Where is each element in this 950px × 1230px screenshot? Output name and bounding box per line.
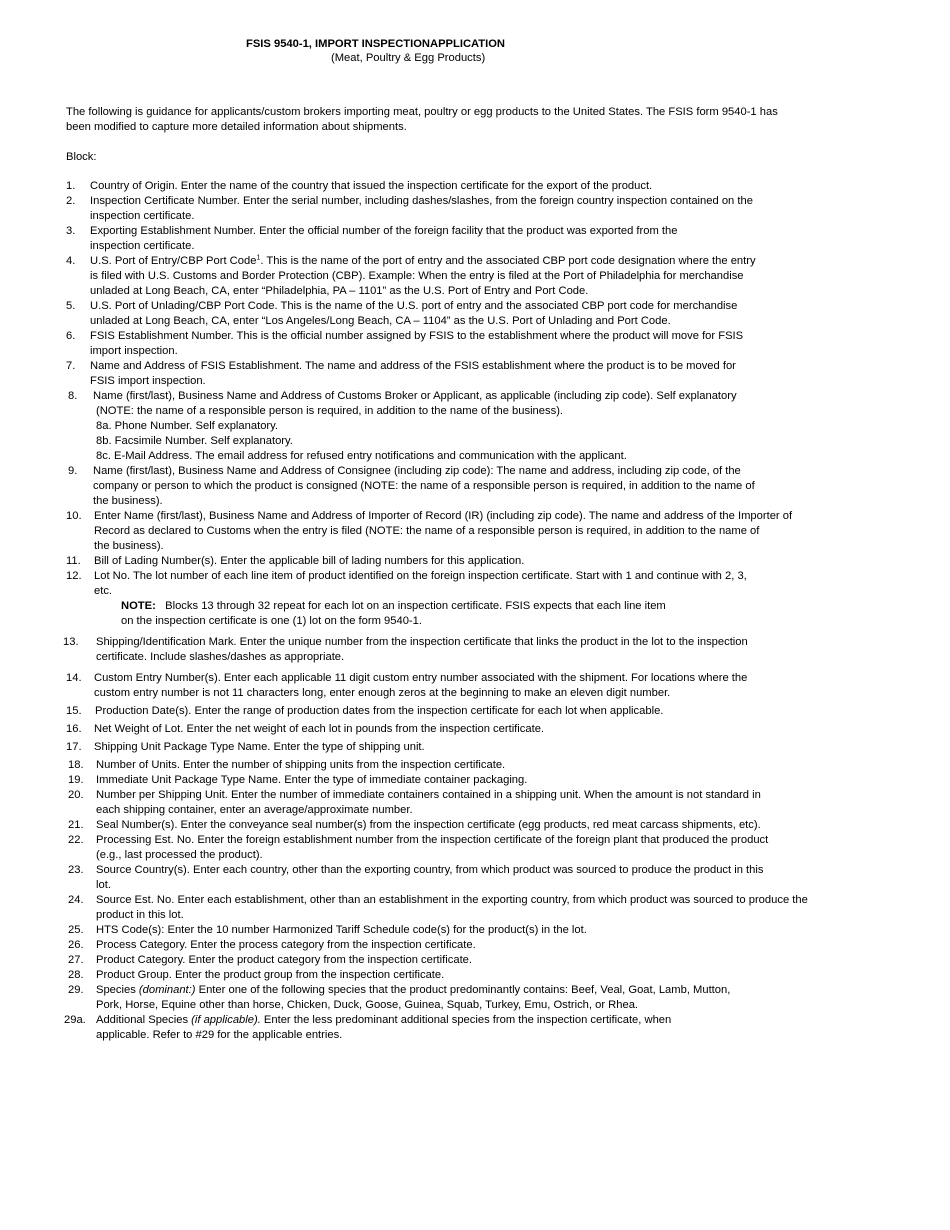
item-number: 13. — [63, 636, 79, 648]
item-text-line: Additional Species (if applicable). Enter the less predominant additional species from the inspection certificate, when — [96, 1014, 672, 1026]
item-text-line: Name (first/last), Business Name and Address of Customs Broker or Applicant, as applicable (including zip code). Self explanatory — [93, 390, 737, 402]
item-number: 4. — [66, 255, 76, 267]
intro-line: been modified to capture more detailed information about shipments. — [66, 121, 407, 133]
item-text-line: U.S. Port of Unlading/CBP Port Code. This is the name of the U.S. port of entry and the associated CBP port code for merchandise — [90, 300, 738, 312]
intro-paragraph — [66, 105, 886, 135]
item-number: 3. — [66, 225, 76, 237]
item-text-line: Enter Name (first/last), Business Name and Address of Importer of Record (IR) (including zip code). The name and address of the Importer of — [94, 510, 793, 522]
item-number: 6. — [66, 330, 76, 342]
item-text-line: Lot No. The lot number of each line item of product identified on the foreign inspection certificate. Start with 1 and continue with 2, 3, — [94, 570, 747, 582]
item-number: 8. — [68, 390, 78, 402]
item-text-line: (e.g., last processed the product). — [96, 849, 263, 861]
item-number: 28. — [68, 969, 84, 981]
note-block — [121, 599, 896, 629]
item-text-line: the business). — [93, 495, 163, 507]
item-text-line: custom entry number is not 11 characters long, enter enough zeros at the beginning to make an eleven digit number. — [94, 687, 671, 699]
item-text-line: unladed at Long Beach, CA, enter “Philadelphia, PA – 1101” as the U.S. Port of Entry and Port Code. — [90, 285, 589, 297]
item-text-line: Inspection Certificate Number. Enter the serial number, including dashes/slashes, from the foreign country inspection contained on the — [90, 195, 753, 207]
item-text-line: 8b. Facsimile Number. Self explanatory. — [96, 435, 293, 447]
list-item — [66, 923, 896, 938]
item-text-line: Exporting Establishment Number. Enter the official number of the foreign facility that the product was exported from the — [90, 225, 678, 237]
item-text-line: Shipping/Identification Mark. Enter the unique number from the inspection certificate that links the product in the lot to the inspection — [96, 636, 748, 648]
list-item — [66, 569, 896, 599]
list-item — [66, 863, 896, 893]
list-item — [66, 722, 896, 737]
list-item — [66, 194, 896, 224]
item-text-line: the business). — [94, 540, 164, 552]
list-item — [66, 224, 896, 254]
item-text-line: Species (dominant:) Enter one of the following species that the product predominantly contains: Beef, Veal, Goat, Lamb, Mutton, — [96, 984, 731, 996]
item-number: 10. — [66, 510, 82, 522]
item-number: 17. — [66, 741, 82, 753]
item-number: 20. — [68, 789, 84, 801]
item-text-line: Name and Address of FSIS Establishment. The name and address of the FSIS establishment where the product is to be moved for — [90, 360, 736, 372]
item-number: 19. — [68, 774, 84, 786]
footnote-mark: 1 — [256, 254, 261, 262]
item-text-line: company or person to which the product is consigned (NOTE: the name of a responsible person is required, in addition to the name of — [93, 480, 755, 492]
item-text-line: Source Est. No. Enter each establishment, other than an establishment in the exporting country, from which product was sourced to produce the — [96, 894, 808, 906]
item-number: 1. — [66, 180, 76, 192]
item-text-line: (NOTE: the name of a responsible person is required, in addition to the name of the business). — [96, 405, 564, 417]
note-line: on the inspection certificate is one (1) lot on the form 9540-1. — [121, 615, 422, 627]
list-item — [63, 635, 896, 665]
item-number: 26. — [68, 939, 84, 951]
list-item — [66, 740, 896, 755]
list-item — [66, 983, 896, 1013]
item-text-line: each shipping container, enter an average/approximate number. — [96, 804, 413, 816]
list-item — [66, 389, 896, 464]
block-label: Block: — [66, 151, 97, 163]
list-item — [66, 464, 896, 509]
item-text-line: Production Date(s). Enter the range of production dates from the inspection certificate for each lot when applicable. — [95, 705, 664, 717]
list-item — [66, 254, 896, 299]
item-text-line: FSIS Establishment Number. This is the official number assigned by FSIS to the establishment where the product will move for FSIS — [90, 330, 744, 342]
item-number: 21. — [68, 819, 84, 831]
item-text-line: Country of Origin. Enter the name of the country that issued the inspection certificate for the export of the product. — [90, 180, 653, 192]
item-text-line: Bill of Lading Number(s). Enter the applicable bill of lading numbers for this application. — [94, 555, 525, 567]
item-text-line: import inspection. — [90, 345, 178, 357]
block-list — [63, 179, 896, 1043]
item-text-line: U.S. Port of Entry/CBP Port Code$^1$. This is the name of the port of entry and the associated CBP port code designation where the entry — [90, 254, 756, 267]
item-text-line: certificate. Include slashes/dashes as appropriate. — [96, 651, 345, 663]
note-label: NOTE: — [121, 600, 156, 612]
list-item — [66, 893, 896, 923]
item-text-line: etc. — [94, 585, 113, 597]
note-line: Blocks 13 through 32 repeat for each lot on an inspection certificate. FSIS expects that each line item — [165, 600, 666, 612]
item-text-line: Name (first/last), Business Name and Address of Consignee (including zip code): The name and address, including zip code, of the — [93, 465, 741, 477]
item-number: 11. — [66, 555, 81, 567]
list-item — [66, 773, 896, 788]
item-text-line: 8a. Phone Number. Self explanatory. — [96, 420, 279, 432]
item-text-line: Product Group. Enter the product group from the inspection certificate. — [96, 969, 445, 981]
item-text-line: inspection certificate. — [90, 210, 195, 222]
item-number: 7. — [66, 360, 76, 372]
item-text-line: Number per Shipping Unit. Enter the number of immediate containers contained in a shipping unit. When the amount is not standard in — [96, 789, 761, 801]
list-item — [66, 509, 896, 554]
list-item — [66, 671, 896, 701]
list-item — [66, 359, 896, 389]
item-text-line: Source Country(s). Enter each country, other than the exporting country, from which product was sourced to produce the product in this — [96, 864, 764, 876]
item-number: 24. — [68, 894, 84, 906]
item-number: 12. — [66, 570, 82, 582]
item-text-line: Process Category. Enter the process category from the inspection certificate. — [96, 939, 476, 951]
page-title: FSIS 9540-1, IMPORT INSPECTIONAPPLICATION — [246, 38, 506, 50]
list-item — [66, 758, 896, 773]
list-item — [66, 938, 896, 953]
item-text-line: Seal Number(s). Enter the conveyance seal number(s) from the inspection certificate (egg products, red meat carcass shipments, etc). — [96, 819, 761, 831]
list-item — [66, 299, 896, 329]
item-text-line: 8c. E-Mail Address. The email address for refused entry notifications and communication with the applicant. — [96, 450, 627, 462]
item-text-line: HTS Code(s): Enter the 10 number Harmonized Tariff Schedule code(s) for the product(s) in the lot. — [96, 924, 587, 936]
item-number: 29a. — [64, 1014, 86, 1026]
item-number: 22. — [68, 834, 84, 846]
list-item — [66, 1013, 896, 1043]
item-text-line: Shipping Unit Package Type Name. Enter the type of shipping unit. — [94, 741, 425, 753]
item-text-line: product in this lot. — [96, 909, 184, 921]
item-number: 23. — [68, 864, 84, 876]
item-text-line: FSIS import inspection. — [90, 375, 206, 387]
item-text-line: Record as declared to Customs when the entry is filed (NOTE: the name of a responsible person is required, in addition to the name of — [94, 525, 760, 537]
list-item — [66, 179, 896, 194]
list-item — [66, 554, 896, 569]
item-text-line: is filed with U.S. Customs and Border Protection (CBP). Example: When the entry is filed at the Port of Philadelphia for merchandise — [90, 270, 744, 282]
item-text-line: unladed at Long Beach, CA, enter “Los Angeles/Long Beach, CA – 1104” as the U.S. Port of Unlading and Port Code. — [90, 315, 671, 327]
item-text-line: Immediate Unit Package Type Name. Enter the type of immediate container packaging. — [96, 774, 528, 786]
item-text-line: Net Weight of Lot. Enter the net weight of each lot in pounds from the inspection certificate. — [94, 723, 545, 735]
intro-line: The following is guidance for applicants/custom brokers importing meat, poultry or egg products to the United States. The FSIS form 9540-1 has — [66, 106, 778, 118]
item-text-line: applicable. Refer to #29 for the applicable entries. — [96, 1029, 343, 1041]
page-subtitle: (Meat, Poultry & Egg Products) — [331, 52, 486, 64]
item-text-line: Custom Entry Number(s). Enter each applicable 11 digit custom entry number associated with the shipment. For locations where the — [94, 672, 748, 684]
item-number: 5. — [66, 300, 76, 312]
item-number: 27. — [68, 954, 84, 966]
item-number: 25. — [68, 924, 84, 936]
item-text-line: Processing Est. No. Enter the foreign establishment number from the inspection certificate of the foreign plant that produced the product — [96, 834, 769, 846]
item-number: 29. — [68, 984, 84, 996]
item-number: 14. — [66, 672, 82, 684]
item-text-line: lot. — [96, 879, 111, 891]
list-item — [66, 833, 896, 863]
list-item — [66, 818, 896, 833]
item-text-line: Pork, Horse, Equine other than horse, Chicken, Duck, Goose, Guinea, Squab, Turkey, Emu, Ostrich, or Rhea. — [96, 999, 639, 1011]
list-item — [66, 968, 896, 983]
list-item — [66, 329, 896, 359]
item-text-line: inspection certificate. — [90, 240, 195, 252]
item-number: 16. — [66, 723, 82, 735]
item-text-line: Product Category. Enter the product category from the inspection certificate. — [96, 954, 473, 966]
item-number: 2. — [66, 195, 76, 207]
item-number: 18. — [68, 759, 84, 771]
list-item — [66, 704, 896, 719]
item-number: 9. — [68, 465, 78, 477]
item-number: 15. — [66, 705, 82, 717]
item-text-line: Number of Units. Enter the number of shipping units from the inspection certificate. — [96, 759, 506, 771]
list-item — [66, 953, 896, 968]
list-item — [66, 788, 896, 818]
